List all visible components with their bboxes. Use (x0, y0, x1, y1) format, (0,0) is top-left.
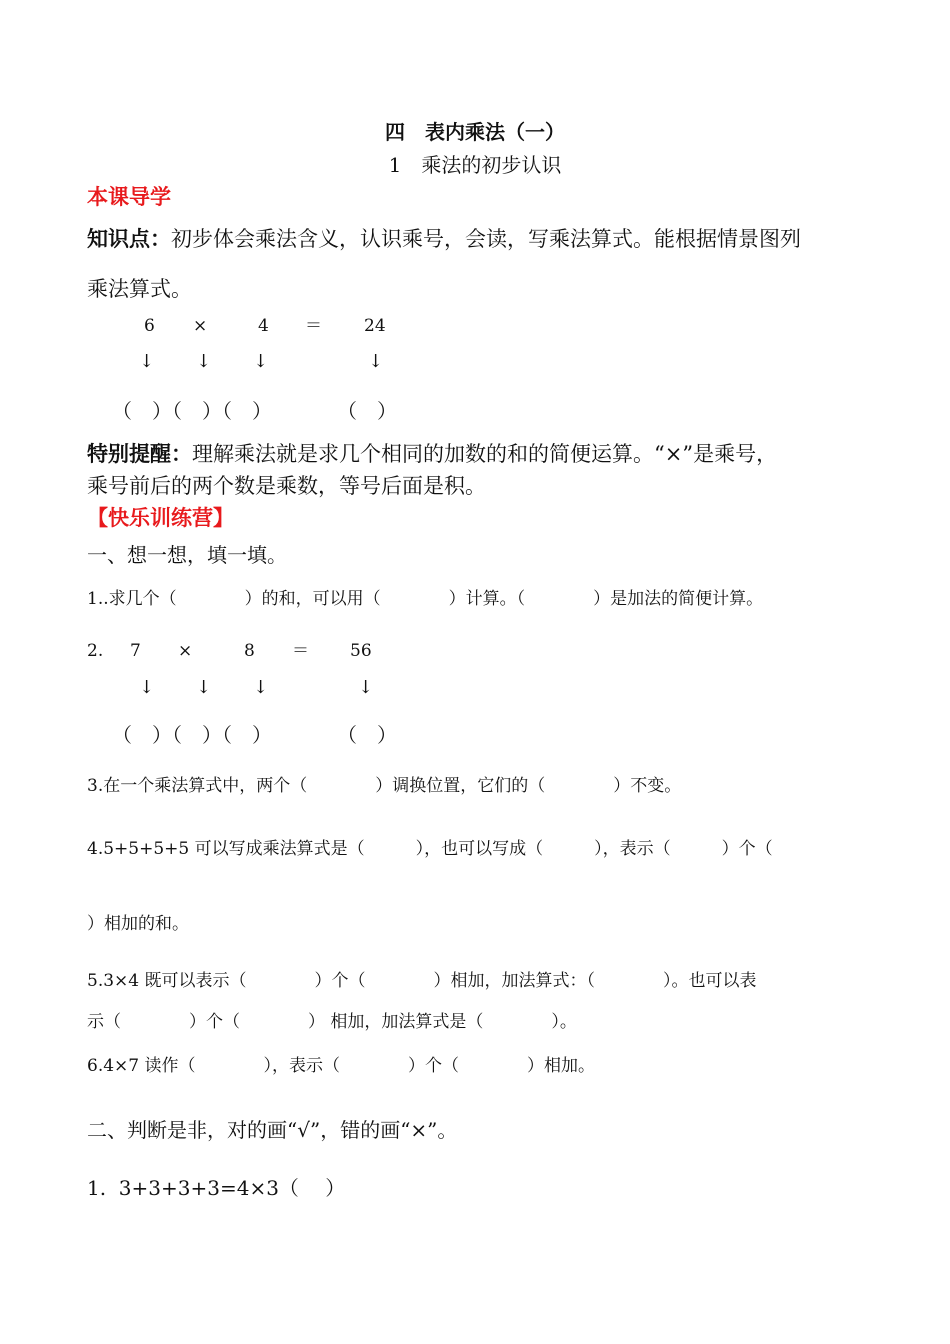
question-3: 3.在一个乘法算式中，两个（ ）调换位置，它们的（ ）不变。 (87, 776, 682, 796)
arrow-down-icon: ↓ (253, 351, 269, 372)
question-1: 1..求几个（ ）的和，可以用（ ）计算。（ ）是加法的简便计算。 (87, 589, 764, 609)
reminder-text-cont: 乘号前后的两个数是乘数，等号后面是积。 (87, 474, 486, 498)
q2-product: 56 (350, 641, 372, 661)
knowledge-point (87, 227, 801, 252)
question-5: 5.3×4 既可以表示（ ）个（ ）相加，加法算式：（ ）。也可以表 (87, 971, 757, 991)
arrow-down-icon: ↓ (358, 677, 374, 698)
question-4-cont: ）相加的和。 (87, 914, 189, 934)
arrow-down-icon: ↓ (368, 351, 384, 372)
question-4: 4.5+5+5+5 可以写成乘法算式是（ ），也可以写成（ ），表示（ ）个（ (87, 839, 773, 859)
q2-blanks-left: （ ）（ ）（ ） (112, 723, 272, 747)
knowledge-text-cont: 乘法算式。 (87, 277, 192, 301)
q2-number: 2. (87, 641, 104, 661)
knowledge-label: 知识点： (87, 227, 171, 251)
blank-right: （ ） (337, 399, 397, 423)
part2-heading: 二、判断是非，对的画“√”，错的画“×”。 (87, 1118, 458, 1142)
lesson-title: 1 乘法的初步认识 (388, 153, 562, 177)
chapter-title: 四 表内乘法（一） (385, 120, 565, 144)
question-6: 6.4×7 读作（ ），表示（ ）个（ ）相加。 (87, 1056, 595, 1076)
q2-factor-a: 7 (130, 641, 141, 661)
q2-factor-b: 8 (244, 641, 255, 661)
q2-equals: ＝ (292, 641, 309, 661)
reminder (87, 442, 777, 467)
eq-equals: ＝ (305, 316, 322, 336)
knowledge-text: 初步体会乘法含义，认识乘号，会读，写乘法算式。能根据情景图列 (171, 227, 801, 251)
arrow-down-icon: ↓ (139, 351, 155, 372)
q2-times: × (178, 641, 193, 661)
blanks-left: （ ）（ ）（ ） (112, 399, 272, 423)
arrow-down-icon: ↓ (139, 677, 155, 698)
part1-heading: 一、想一想，填一填。 (87, 543, 287, 567)
eq-factor-a: 6 (144, 316, 155, 336)
eq-times: × (193, 316, 208, 336)
judge-question-1: 1. 3+3+3+3=4×3（ ） (87, 1176, 346, 1200)
q2-blank-right: （ ） (337, 723, 397, 747)
arrow-down-icon: ↓ (253, 677, 269, 698)
arrow-down-icon: ↓ (196, 351, 212, 372)
arrow-down-icon: ↓ (196, 677, 212, 698)
eq-factor-b: 4 (258, 316, 269, 336)
question-5-cont: 示（ ）个（ ） 相加，加法算式是（ ）。 (87, 1012, 577, 1032)
section-guide-heading: 本课导学 (87, 185, 171, 209)
eq-product: 24 (364, 316, 386, 336)
reminder-text: 理解乘法就是求几个相同的加数的和的简便运算。“×”是乘号， (192, 442, 778, 466)
reminder-label: 特别提醒： (87, 442, 192, 466)
section-training-heading: 【快乐训练营】 (87, 506, 234, 530)
